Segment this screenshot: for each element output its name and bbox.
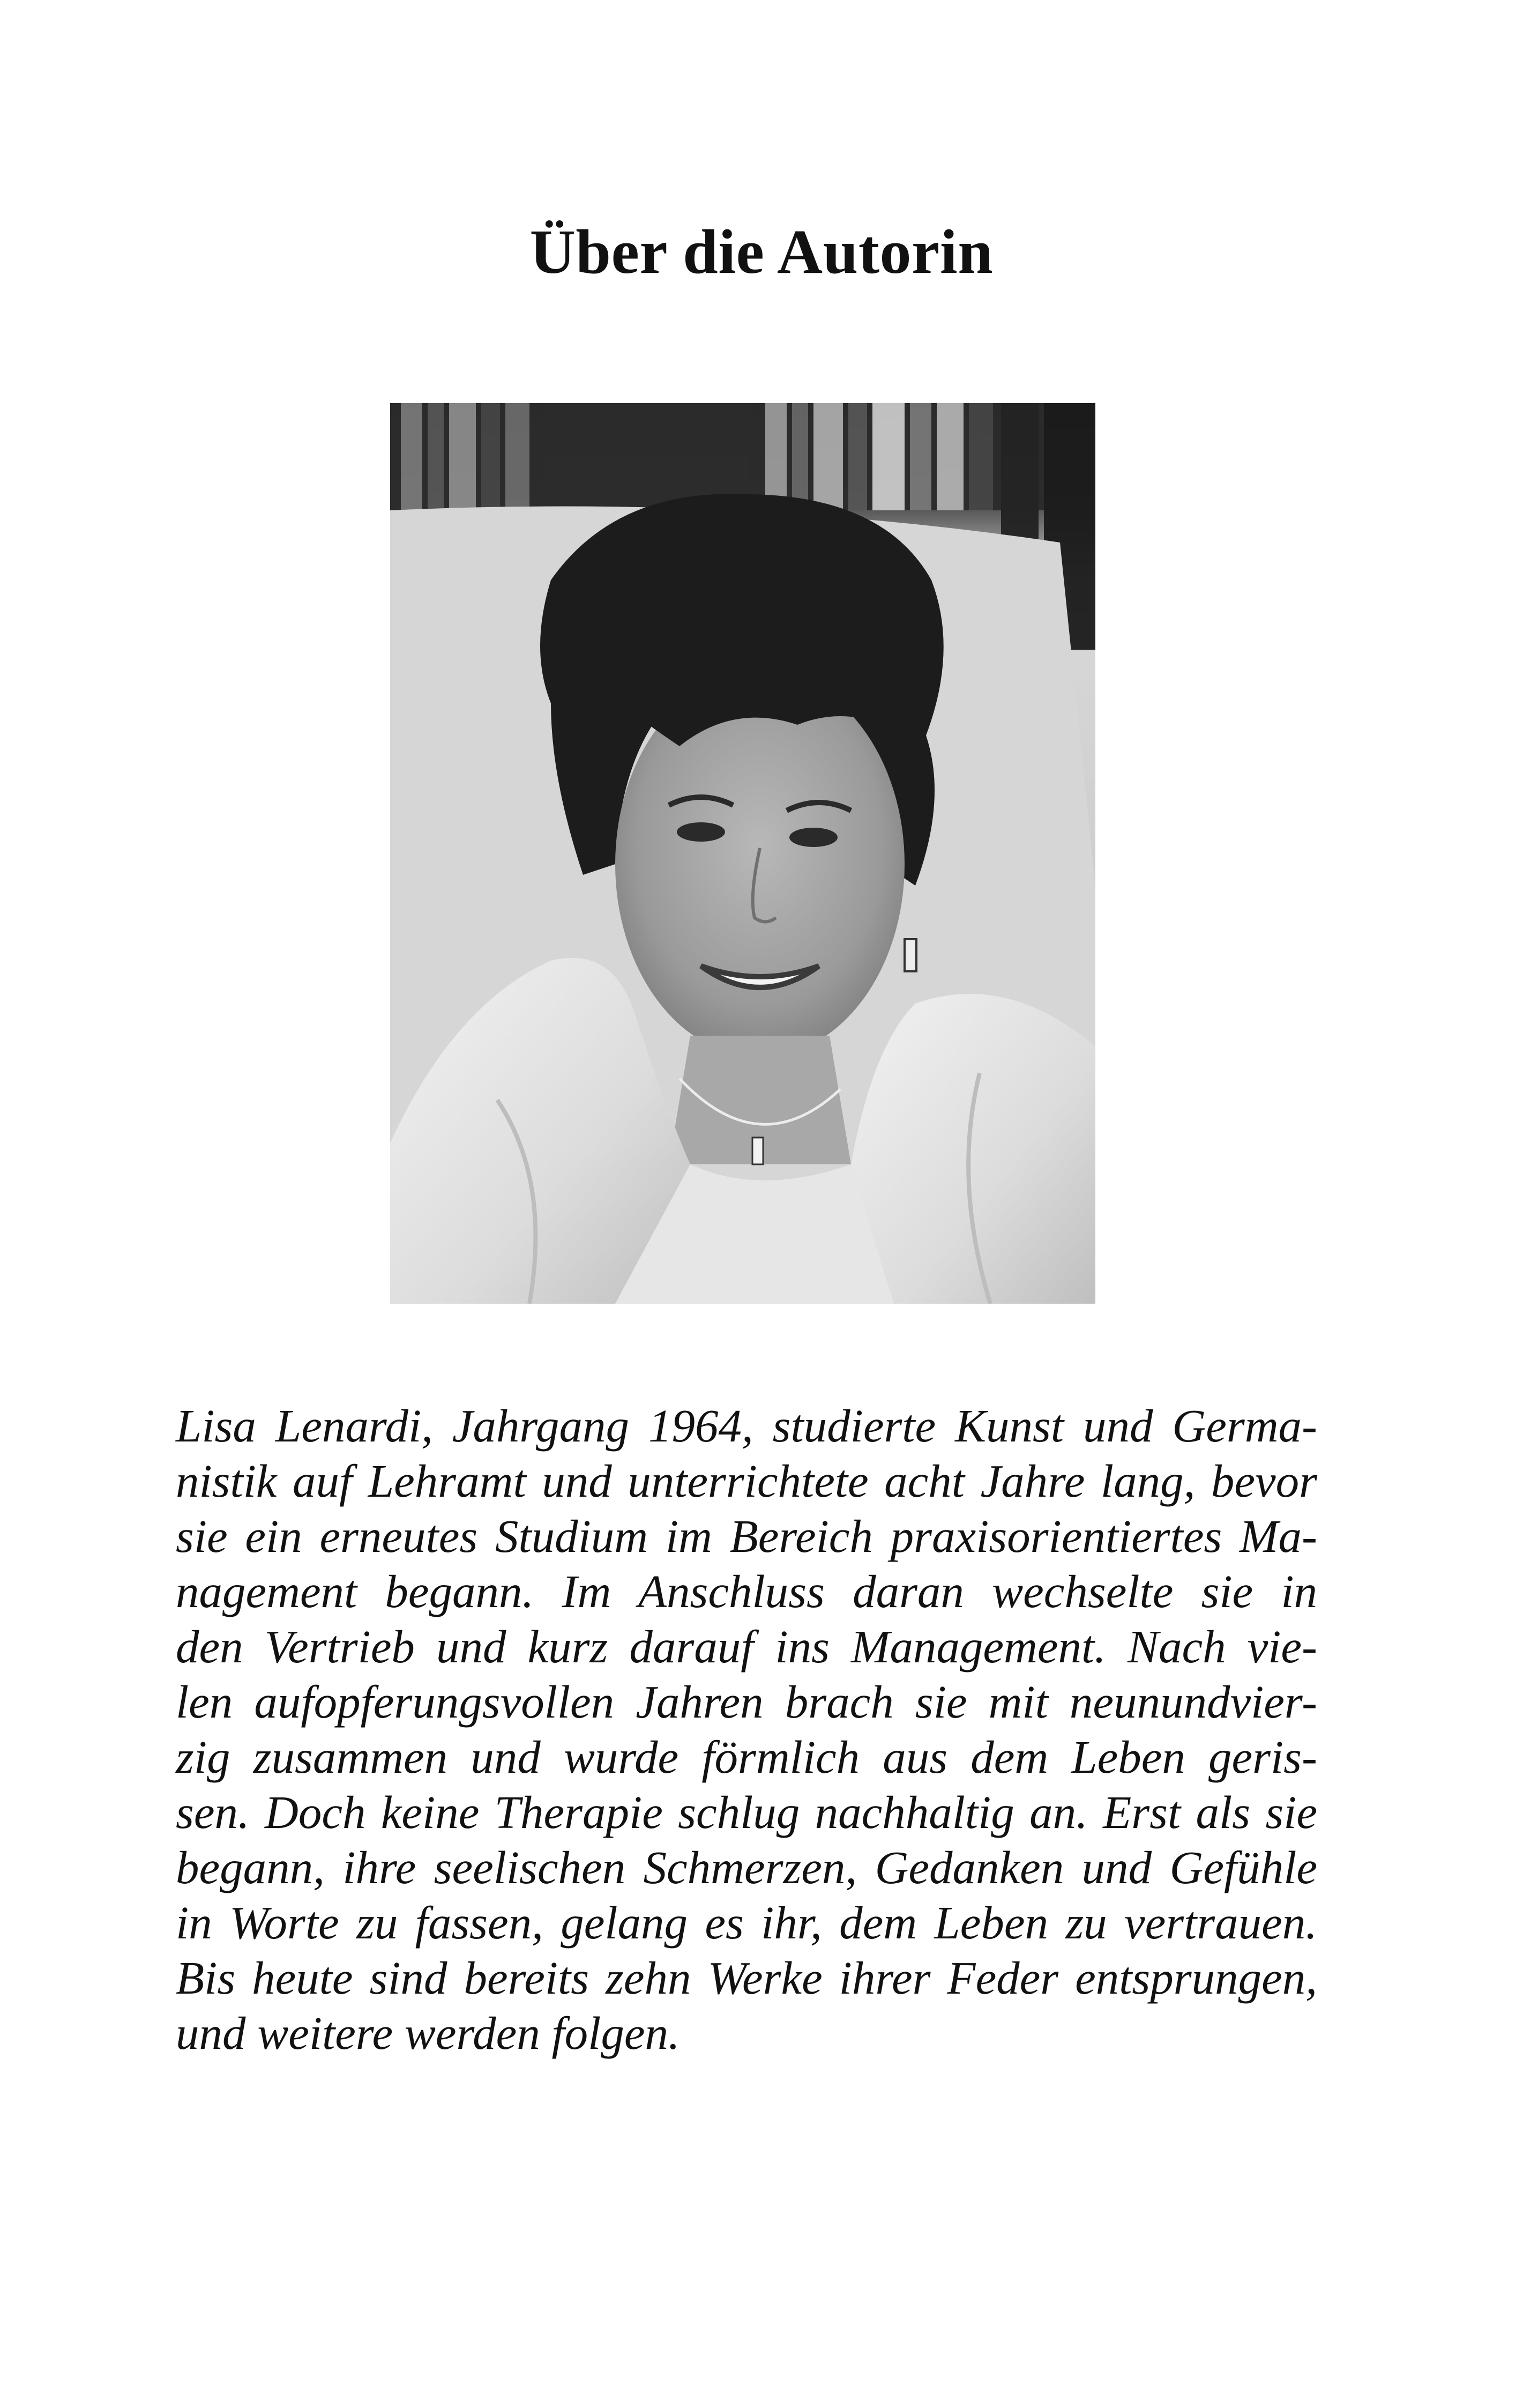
author-photo [390, 403, 1095, 1304]
bio-line: begann, ihre seelischen Schmerzen, Gedanken und Gefühle [176, 1841, 1317, 1893]
bio-line: Lisa Lenardi, Jahrgang 1964, studierte Kunst und Germa- [176, 1400, 1317, 1452]
bio-line: len aufopferungsvollen Jahren brach sie mit neunundvier- [176, 1676, 1317, 1728]
bio-line: und weitere werden folgen. [176, 2007, 680, 2059]
author-bio [176, 1398, 1317, 2061]
bio-line: den Vertrieb und kurz darauf ins Management. Nach vie- [176, 1621, 1317, 1673]
bio-line: nagement begann. Im Anschluss daran wechselte sie in [176, 1565, 1317, 1617]
page-title: Über die Autorin [529, 217, 994, 287]
author-portrait-image [390, 403, 1095, 1304]
bio-line: sie ein erneutes Studium im Bereich praxisorientiertes Ma- [176, 1510, 1317, 1562]
bio-line: zig zusammen und wurde förmlich aus dem Leben geris- [176, 1731, 1317, 1783]
bio-line: sen. Doch keine Therapie schlug nachhaltig an. Erst als sie [176, 1786, 1317, 1838]
bio-line: in Worte zu fassen, gelang es ihr, dem Leben zu vertrauen. [176, 1897, 1317, 1949]
bio-line: nistik auf Lehramt und unterrichtete acht Jahre lang, bevor [176, 1455, 1317, 1507]
bio-line: Bis heute sind bereits zehn Werke ihrer Feder entsprungen, [176, 1952, 1317, 2004]
